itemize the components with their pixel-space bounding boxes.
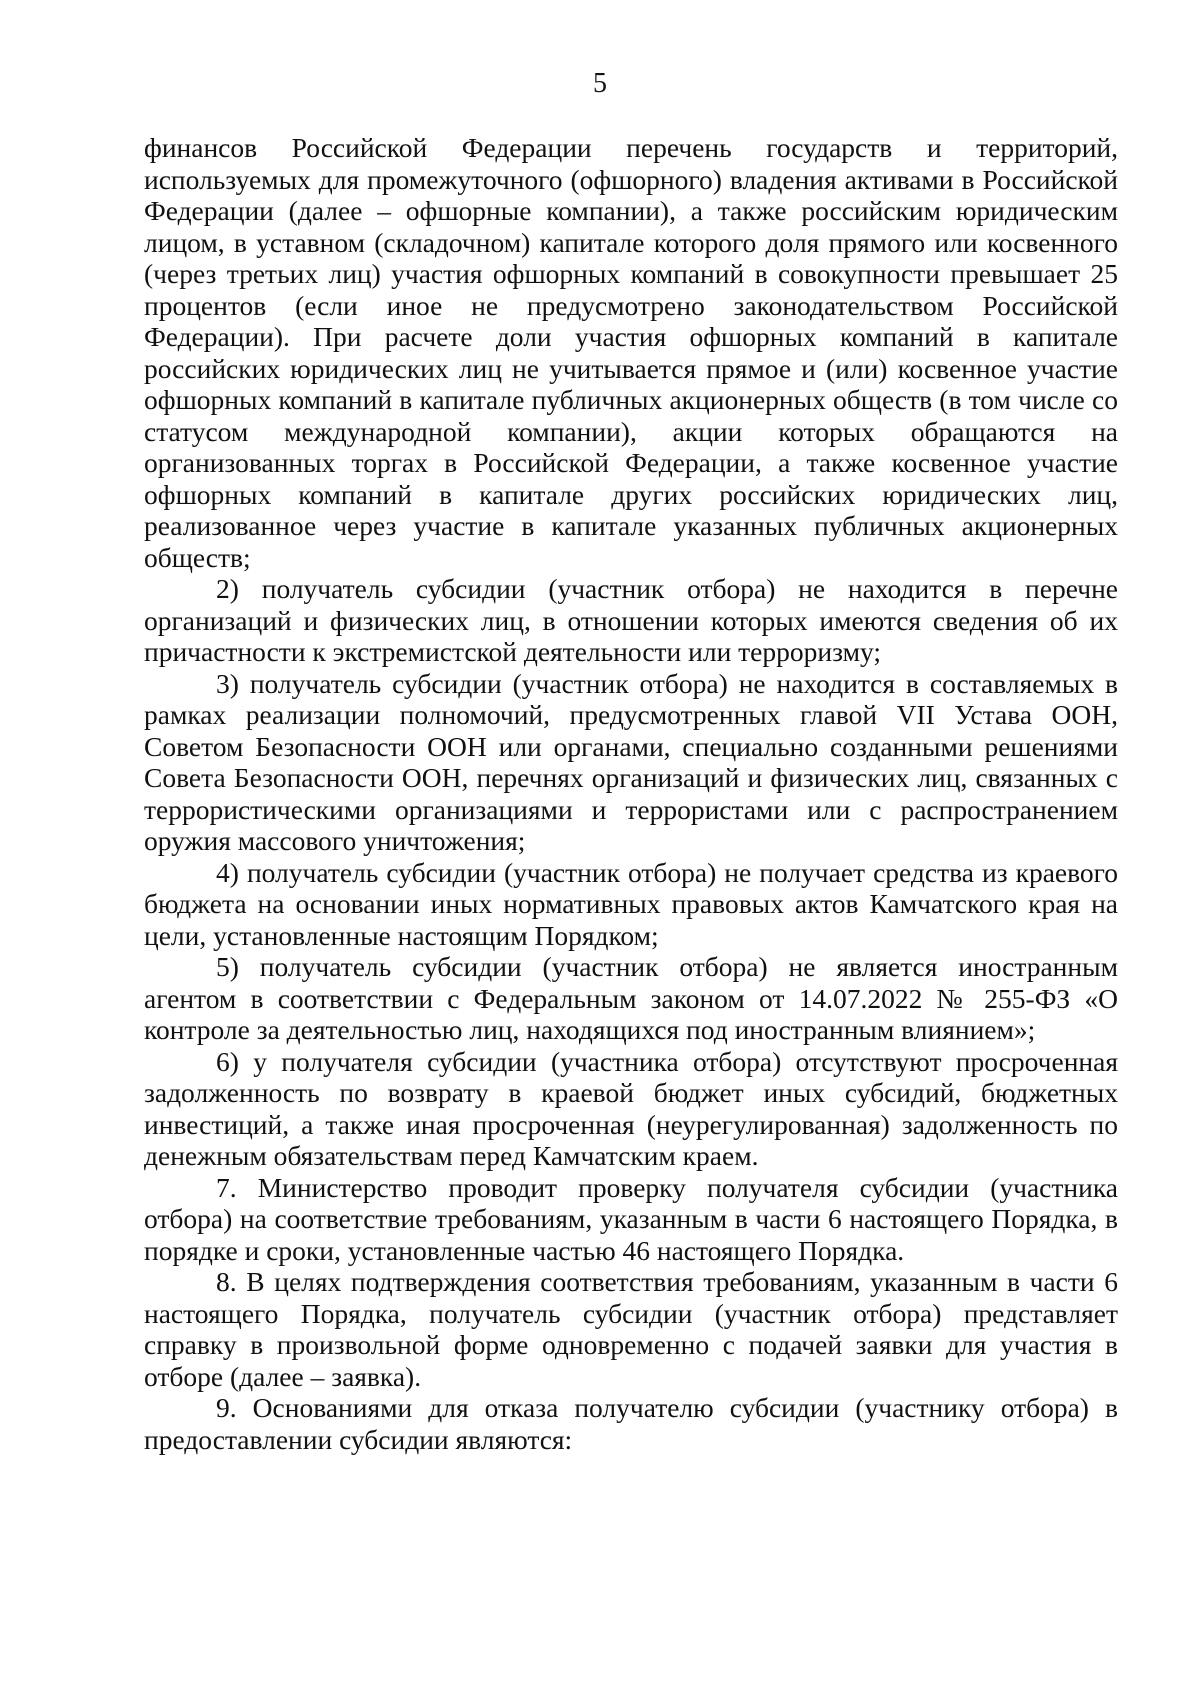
document-body — [144, 132, 1118, 1455]
paragraph-item-4: 4) получатель субсидии (участник отбора) не получает средства из краевого бюджета на основании иных нормативных правовых актов Камчатского края на цели, установленные настоящим Порядком; — [144, 856, 1118, 951]
paragraph-section-8: 8. В целях подтверждения соответствия требованиям, указанным в части 6 настоящего Порядка, получатель субсидии (участник отбора) представляет справку в произвольной форме одновременно с подачей заявки для участия в отборе (далее – заявка). — [144, 1266, 1118, 1392]
paragraph-section-7: 7. Министерство проводит проверку получателя субсидии (участника отбора) на соответствие требованиям, указанным в части 6 настоящего Порядка, в порядке и сроки, установленные частью 46 настоящего Порядка. — [144, 1171, 1118, 1266]
paragraph-continuation: финансов Российской Федерации перечень государств и территорий, используемых для промежуточного (офшорного) владения активами в Российской Федерации (далее – офшорные компании), а также российским юридическим лицом, в уставном (складочном) капитале которого доля прямого или косвенного (через третьих лиц) участия офшорных компаний в совокупности превышает 25 процентов (если иное не предусмотрено законодательством Российской Федерации). При расчете доли участия офшорных компаний в капитале российских юридических лиц не учитывается прямое и (или) косвенное участие офшорных компаний в капитале публичных акционерных обществ (в том числе со статусом международной компании), акции которых обращаются на организованных торгах в Российской Федерации, а также косвенное участие офшорных компаний в капитале других российских юридических лиц, реализованное через участие в капитале указанных публичных акционерных обществ; — [144, 132, 1118, 573]
paragraph-section-9: 9. Основаниями для отказа получателю субсидии (участнику отбора) в предоставлении субсидии являются: — [144, 1392, 1118, 1455]
paragraph-item-3: 3) получатель субсидии (участник отбора) не находится в составляемых в рамках реализации полномочий, предусмотренных главой VII Устава ООН, Советом Безопасности ООН или органами, специально созданными решениями Совета Безопасности ООН, перечнях организаций и физических лиц, связанных с террористическими организациями и террористами или с распространением оружия массового уничтожения; — [144, 667, 1118, 856]
paragraph-item-2: 2) получатель субсидии (участник отбора) не находится в перечне организаций и физических лиц, в отношении которых имеются сведения об их причастности к экстремистской деятельности или терроризму; — [144, 573, 1118, 667]
paragraph-item-5: 5) получатель субсидии (участник отбора) не является иностранным агентом в соответствии с Федеральным законом от 14.07.2022 № 255-ФЗ «О контроле за деятельностью лиц, находящихся под иностранным влиянием»; — [144, 951, 1118, 1045]
page-number: 5 — [593, 68, 607, 99]
paragraph-item-6: 6) у получателя субсидии (участника отбора) отсутствуют просроченная задолженность по возврату в краевой бюджет иных субсидий, бюджетных инвестиций, а также иная просроченная (неурегулированная) задолженность по денежным обязательствам перед Камчатским краем. — [144, 1045, 1118, 1171]
